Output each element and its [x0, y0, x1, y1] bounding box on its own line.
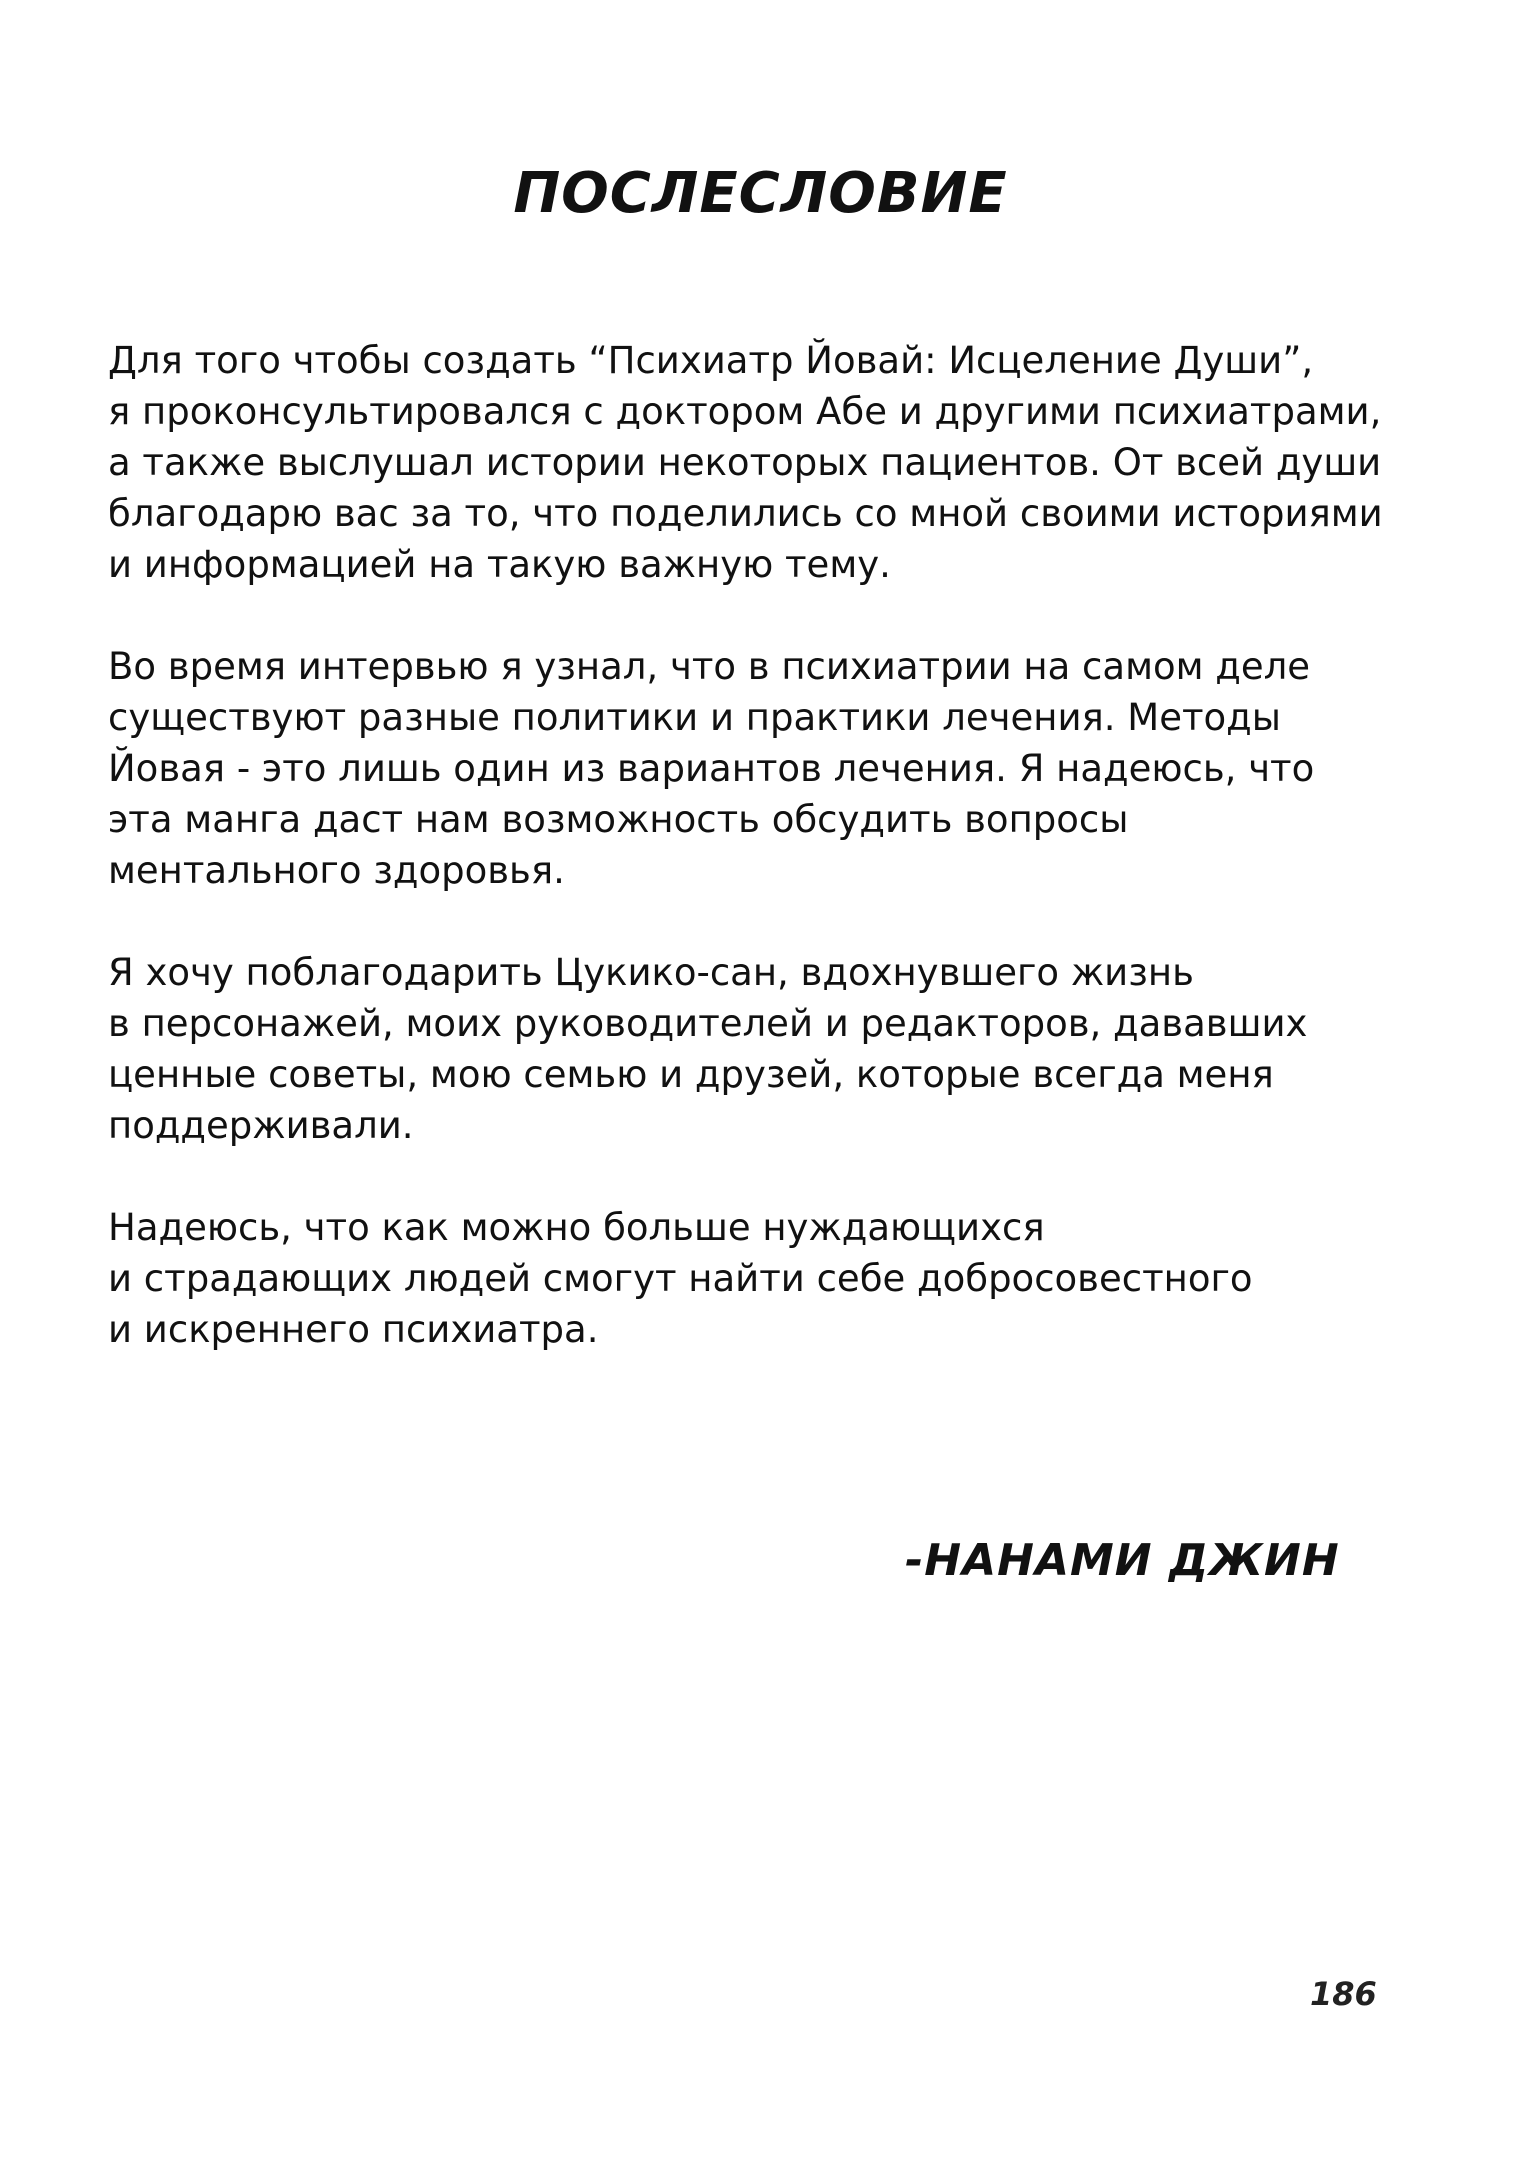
- text-line: в персонажей, моих руководителей и редакторов, дававших: [108, 1002, 1308, 1045]
- text-line: эта манга даст нам возможность обсудить вопросы: [108, 798, 1129, 841]
- afterword-body: [108, 335, 1448, 1406]
- text-line: Надеюсь, что как можно больше нуждающихся: [108, 1206, 1045, 1249]
- text-line: существуют разные политики и практики лечения. Методы: [108, 696, 1281, 739]
- text-line: Для того чтобы создать “Психиатр Йовай: Исцеление Души”,: [108, 339, 1314, 382]
- text-line: Йовая - это лишь один из вариантов лечения. Я надеюсь, что: [108, 747, 1315, 790]
- page-title: ПОСЛЕСЛОВИЕ: [513, 161, 1008, 226]
- text-line: поддерживали.: [108, 1104, 414, 1147]
- text-line: Во время интервью я узнал, что в психиатрии на самом деле: [108, 645, 1311, 688]
- text-line: ценные советы, мою семью и друзей, которые всегда меня: [108, 1053, 1274, 1096]
- text-line: и информацией на такую важную тему.: [108, 543, 891, 586]
- text-line: Я хочу поблагодарить Цукико-сан, вдохнувшего жизнь: [108, 951, 1194, 994]
- text-line: а также выслушал истории некоторых пациентов. От всей души: [108, 441, 1382, 484]
- text-line: благодарю вас за то, что поделились со мной своими историями: [108, 492, 1383, 535]
- paragraph-1: [108, 335, 1448, 590]
- paragraph-2: [108, 641, 1448, 896]
- paragraph-3: [108, 947, 1448, 1151]
- author-signature: -НАНАМИ ДЖИН: [905, 1535, 1340, 1586]
- text-line: я проконсультировался с доктором Абе и другими психиатрами,: [108, 390, 1382, 433]
- text-line: и искреннего психиатра.: [108, 1308, 599, 1351]
- page-number: 186: [1310, 1975, 1377, 2013]
- paragraph-4: [108, 1202, 1448, 1355]
- text-line: и страдающих людей смогут найти себе добросовестного: [108, 1257, 1253, 1300]
- text-line: ментального здоровья.: [108, 849, 565, 892]
